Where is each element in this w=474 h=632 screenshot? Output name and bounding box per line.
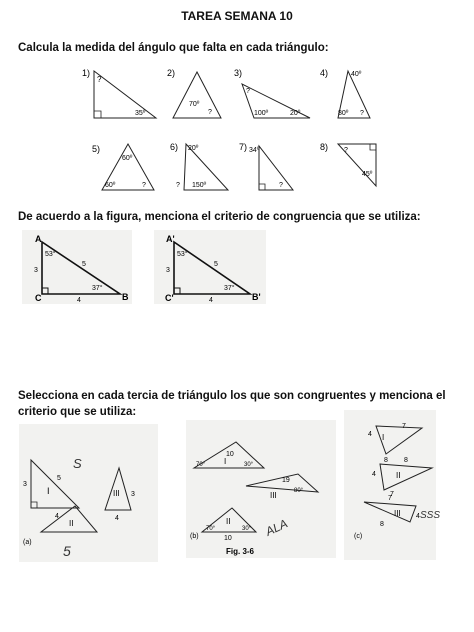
triangle-8 [318,138,382,196]
figure-caption: Fig. 3-6 [226,547,255,556]
triangle-3 [232,66,312,124]
angle-30b: 30° [242,526,252,532]
angle-label: ? [97,75,102,84]
handwritten-note: ALA [263,516,290,539]
triangle-7 [237,138,301,196]
side-4b: 4 [115,515,119,522]
triangle-5 [90,138,162,196]
angle-b: 37° [92,285,103,292]
corner-label: (a) [23,539,32,546]
side-8c: 8 [380,521,384,528]
label-ii: II [69,519,74,528]
angle-label: 34º [249,147,260,154]
triangle-4 [318,66,378,124]
triangle-label: 7) [239,142,248,152]
vertex-c: C [35,293,42,303]
angle-label: ? [279,182,283,189]
triangle-6 [168,138,232,196]
triangle-2 [165,66,225,124]
section1-instruction: Calcula la medida del ángulo que falta en cada triángulo: [18,42,329,54]
handwritten-note: S [73,456,82,471]
vertex-b: B [122,292,129,302]
side-ac: 3 [34,267,38,274]
triangle-label: 4) [320,68,329,78]
triangle-label: 3) [234,68,243,78]
label-iii: III [394,509,401,518]
angle-80: 80° [294,488,304,494]
side-7c: 7 [388,495,392,502]
congruence-figure-left [22,230,132,304]
side-cb: 4 [77,297,81,304]
side-10b: 10 [224,535,232,542]
triangle-label: 6) [170,142,179,152]
label-ii: II [226,517,231,526]
corner-label: (b) [190,533,199,540]
triangle-label: 2) [167,68,176,78]
angle-label: 100º [254,110,269,117]
angle-label: 150º [192,182,207,189]
vertex-b-prime: B' [252,292,261,302]
vertex-a: A [35,234,42,244]
label-i: I [382,433,385,442]
angle-label: 60º [105,182,116,189]
angle-label: ? [208,109,212,116]
angle-label: 60º [122,155,133,162]
side-10: 10 [226,451,234,458]
angle-label: 20º [290,110,301,117]
side-3b: 3 [131,491,135,498]
handwritten-note: 5 [63,543,71,559]
triangle-1 [80,66,160,124]
vertex-c-prime: C' [165,293,174,303]
angle-label: 45º [362,171,373,178]
angle-label: 40º [351,71,362,78]
section2-instruction: De acuerdo a la figura, menciona el criterio de congruencia que se utiliza: [18,211,421,223]
corner-label: (c) [354,533,363,540]
figure-b [186,420,336,558]
vertex-a-prime: A' [166,234,175,244]
label-iii: III [113,489,120,498]
triangle-label: 1) [82,68,91,78]
side-cb: 4 [209,297,213,304]
angle-label: ? [176,182,180,189]
figure-a [19,424,158,562]
angle-a: 53° [177,251,188,258]
page-title: TAREA SEMANA 10 [181,9,293,23]
side-ac: 3 [166,267,170,274]
angle-label: 70º [189,101,200,108]
side-4b: 4 [372,471,376,478]
side-8: 8 [384,457,388,464]
side-19: 19 [282,477,290,484]
angle-a: 53° [45,251,56,258]
side-3: 3 [23,481,27,488]
side-4: 4 [368,431,372,438]
angle-30: 30° [244,462,254,468]
side-5: 5 [57,475,61,482]
figure-c [344,410,441,560]
side-4c: 4 [416,513,420,520]
congruence-figure-right [154,230,266,304]
angle-label: ? [344,147,348,154]
handwritten-note: SSS [420,510,441,521]
label-i: I [224,457,227,466]
side-ab: 5 [82,261,86,268]
side-ab: 5 [214,261,218,268]
angle-70b: 70° [206,526,216,532]
angle-70: 70° [196,462,206,468]
triangle-label: 5) [92,144,101,154]
side-7: 7 [402,423,406,430]
section3-instruction: Selecciona en cada tercia de triángulo los que son congruentes y menciona el criterio que se utiliza: [18,390,446,418]
side-7b: 7 [390,491,394,498]
side-4: 4 [55,513,59,520]
label-ii: II [396,471,401,480]
angle-label: 35º [135,110,146,117]
label-iii: III [270,491,277,500]
angle-label: 80º [338,110,349,117]
angle-label: ? [246,88,250,95]
angle-label: 20º [188,145,199,152]
triangle-label: 8) [320,142,329,152]
label-i: I [47,486,50,496]
angle-label: ? [142,182,146,189]
side-8b: 8 [404,457,408,464]
angle-label: ? [360,110,364,117]
angle-b: 37° [224,285,235,292]
